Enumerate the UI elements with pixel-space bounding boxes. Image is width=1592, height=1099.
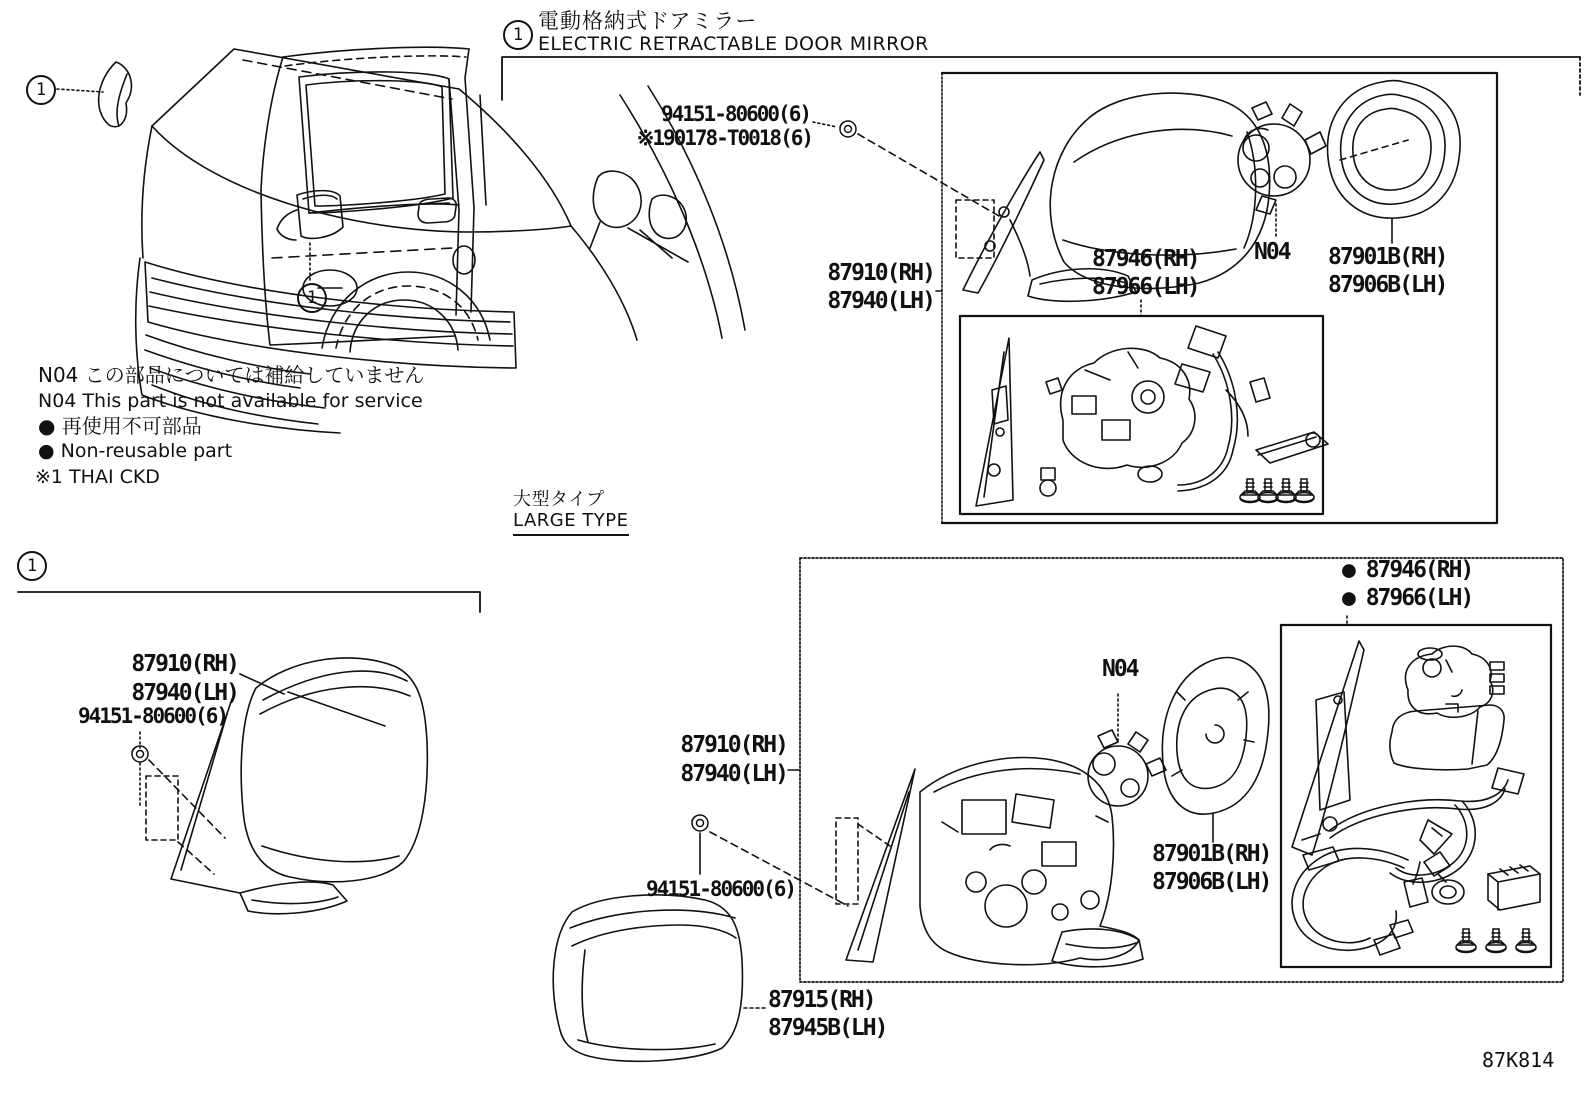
small-mirror-section	[18, 592, 480, 914]
section-bracket-top	[502, 57, 1580, 100]
section-callout-number: 1	[512, 25, 524, 45]
small-mirror-callout-number: 1	[26, 556, 38, 576]
vehicle-front-callout	[26, 75, 56, 105]
vehicle-side-illustration	[261, 47, 490, 352]
small-mirror-callout	[17, 551, 47, 581]
mirror-glass-large	[1162, 658, 1269, 842]
label-cover-lh: 87945B(LH)	[768, 1015, 887, 1041]
large-type-heading	[513, 490, 629, 536]
label-glass-lh-standard: 87906B(LH)	[1328, 272, 1447, 298]
note-thai-ckd: ※1 THAI CKD	[35, 466, 160, 488]
note-n04-ja: N04 この部品については補給していません	[38, 363, 425, 387]
mirror-body-large	[920, 758, 1143, 967]
label-mirror-assy-lh-large: 87940(LH)	[680, 761, 787, 787]
large-type-heading-ja: 大型タイプ	[513, 489, 605, 510]
label-mirror-assy-rh-standard: 87910(RH)	[827, 260, 934, 286]
retainer-kit-box-standard	[960, 300, 1328, 514]
label-glass-rh-large: 87901B(RH)	[1152, 841, 1271, 867]
drawing-code: 87K814	[1482, 1048, 1555, 1072]
label-mirror-assy-rh-large: 87910(RH)	[680, 732, 787, 758]
retainer-kit-box-large	[1281, 616, 1551, 967]
label-retainer-rh-large: ● 87946(RH)	[1342, 557, 1473, 583]
note-nonreusable-en: ● Non-reusable part	[38, 440, 233, 462]
note-n04-en: N04 This part is not available for service	[38, 390, 423, 412]
large-type-heading-en: LARGE TYPE	[513, 509, 629, 531]
label-mirror-assy-lh-standard: 87940(LH)	[827, 288, 934, 314]
label-actuator-large: N04	[1102, 656, 1138, 682]
label-retainer-lh-large: ● 87966(LH)	[1342, 585, 1473, 611]
label-actuator-standard: N04	[1254, 239, 1290, 265]
label-retainer-rh-standard: 87946(RH)	[1092, 246, 1199, 272]
label-mirror-assy-lh-small: 87940(LH)	[131, 680, 238, 706]
section-callout	[503, 20, 533, 50]
label-screw-standard-b: ※190178-T0018(6)	[636, 126, 812, 150]
label-mirror-assy-rh-small: 87910(RH)	[131, 651, 238, 677]
label-glass-lh-large: 87906B(LH)	[1152, 869, 1271, 895]
mirror-cover-illustration	[553, 895, 768, 1061]
vehicle-side-callout	[297, 283, 327, 313]
large-type-box	[692, 558, 1563, 982]
label-glass-rh-standard: 87901B(RH)	[1328, 244, 1447, 270]
label-retainer-lh-standard: 87966(LH)	[1092, 274, 1199, 300]
actuator-standard	[1238, 102, 1326, 238]
label-screw-standard-a: 94151-80600(6)	[660, 102, 810, 126]
mirror-glass-standard	[1328, 81, 1461, 244]
note-nonreusable-ja: ● 再使用不可部品	[38, 414, 202, 438]
actuator-large	[1088, 694, 1166, 806]
page-title-ja: 電動格納式ドアミラー	[538, 9, 758, 33]
page-title-en: ELECTRIC RETRACTABLE DOOR MIRROR	[538, 33, 929, 55]
vehicle-side-callout-number: 1	[306, 288, 318, 308]
label-cover-rh: 87915(RH)	[768, 987, 875, 1013]
vehicle-front-callout-number: 1	[35, 80, 47, 100]
label-screw-small: 94151-80600(6)	[77, 704, 227, 728]
label-screw-large: 94151-80600(6)	[645, 877, 795, 901]
